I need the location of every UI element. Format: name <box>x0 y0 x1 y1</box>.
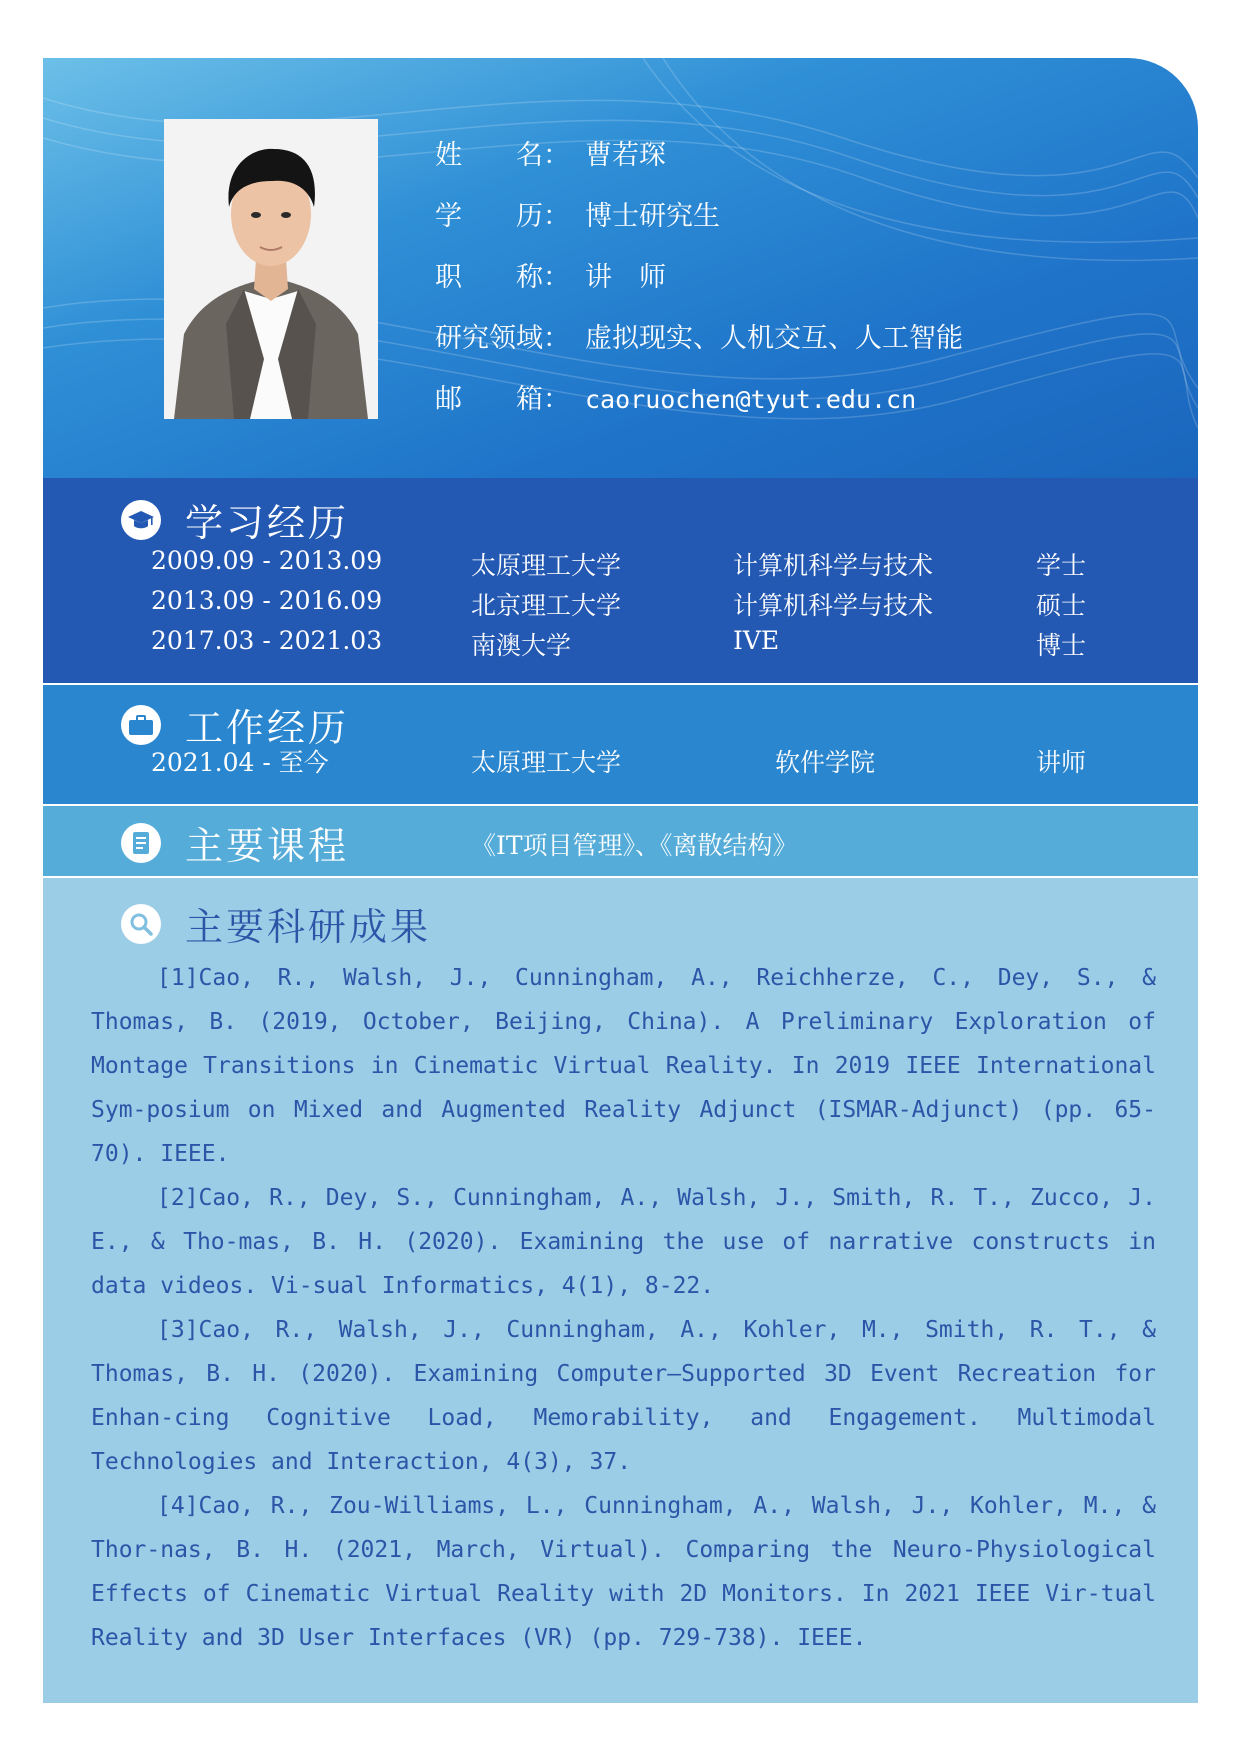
work-heading-text: 工作经历 <box>185 706 350 750</box>
work-row-1-period: 2021.04 - 至今 <box>151 748 329 777</box>
edu-row-3-period: 2017.03 - 2021.03 <box>151 626 383 655</box>
name-label: 姓 名： <box>435 140 570 171</box>
degree-label: 学 历： <box>435 201 570 232</box>
field-value: 虚拟现实、人机交互、人工智能 <box>585 323 963 354</box>
course-list: 《IT项目管理》、《离散结构》 <box>471 831 798 860</box>
edu-row-1-period: 2009.09 - 2013.09 <box>151 546 383 575</box>
graduation-cap-icon <box>121 500 161 540</box>
resume-sheet <box>43 58 1198 1703</box>
education-section <box>43 478 1198 683</box>
title-value: 讲 师 <box>585 262 666 293</box>
work-row-1-dept: 软件学院 <box>775 748 876 777</box>
publication-4: [4]Cao, R., Zou-Williams, L., Cunningham, A., Walsh, J., Kohler, M., & Thor-nas, B. H. (2021, March, Virtual). Comparing the Neuro-Physiological Effects of Cinematic Virtual Reality with 2D Monitors. In 2021 IEEE Vir-tual Reality and 3D User Interfaces (VR) (pp. 729-738). IEEE. <box>91 1493 1156 1651</box>
profile-header <box>43 58 1198 478</box>
research-section <box>43 878 1198 1703</box>
edu-row-3-major: IVE <box>733 626 780 655</box>
work-row-1-org: 太原理工大学 <box>471 748 622 777</box>
edu-row-2-degree: 硕士 <box>1036 591 1087 620</box>
email-row <box>435 380 963 441</box>
education-heading-text: 学习经历 <box>185 501 350 545</box>
courses-heading-text: 主要课程 <box>185 824 350 868</box>
email-label: 邮 箱： <box>435 384 570 415</box>
research-heading-text: 主要科研成果 <box>185 905 432 949</box>
profile-photo <box>164 119 378 419</box>
edu-row-1-degree: 学士 <box>1036 551 1087 580</box>
person-portrait-icon <box>164 119 378 419</box>
field-label: 研究领域： <box>435 323 570 354</box>
publication-1: [1]Cao, R., Walsh, J., Cunningham, A., Reichherze, C., Dey, S., & Thomas, B. (2019, October, Beijing, China). A Preliminary Exploration of Montage Transitions in Cinematic Virtual Reality. In 2019 IEEE International Sym-posium on Mixed and Augmented Reality Adjunct (ISMAR-Adjunct) (pp. 65-70). IEEE. <box>91 965 1156 1167</box>
publication-3: [3]Cao, R., Walsh, J., Cunningham, A., Kohler, M., Smith, R. T., & Thomas, B. H. (2020). Examining Computer–Supported 3D Event Recreation for Enhan-cing Cognitive Load, Memorability, and Engagement. Multimodal Technologies and Interaction, 4(3), 37. <box>91 1317 1156 1475</box>
field-row <box>435 319 963 380</box>
degree-row <box>435 197 963 258</box>
title-row <box>435 258 963 319</box>
email-value[interactable]: caoruochen@tyut.edu.cn <box>585 385 917 414</box>
edu-row-3-school: 南澳大学 <box>471 631 572 660</box>
title-label: 职 称： <box>435 262 570 293</box>
work-section <box>43 685 1198 804</box>
education-heading <box>121 492 349 547</box>
edu-row-1-major: 计算机科学与技术 <box>733 551 934 580</box>
publication-2: [2]Cao, R., Dey, S., Cunningham, A., Walsh, J., Smith, R. T., Zucco, J. E., & Tho-mas, B. H. (2020). Examining the use of narrative constructs in data videos. Vi-sual Informatics, 4(1), 8-22. <box>91 1185 1156 1299</box>
edu-row-3-degree: 博士 <box>1036 631 1087 660</box>
name-row <box>435 136 963 197</box>
edu-row-2-school: 北京理工大学 <box>471 591 622 620</box>
research-heading <box>121 896 431 951</box>
publication-list <box>91 956 1156 1660</box>
courses-heading <box>121 815 349 870</box>
edu-row-2-period: 2013.09 - 2016.09 <box>151 586 383 615</box>
courses-section <box>43 806 1198 876</box>
degree-value: 博士研究生 <box>585 201 720 232</box>
name-value: 曹若琛 <box>585 140 666 171</box>
document-icon <box>121 823 161 863</box>
magnifier-icon <box>121 904 161 944</box>
briefcase-icon <box>121 705 161 745</box>
edu-row-1-school: 太原理工大学 <box>471 551 622 580</box>
work-row-1-position: 讲师 <box>1036 748 1087 777</box>
edu-row-2-major: 计算机科学与技术 <box>733 591 934 620</box>
profile-info <box>435 136 963 441</box>
